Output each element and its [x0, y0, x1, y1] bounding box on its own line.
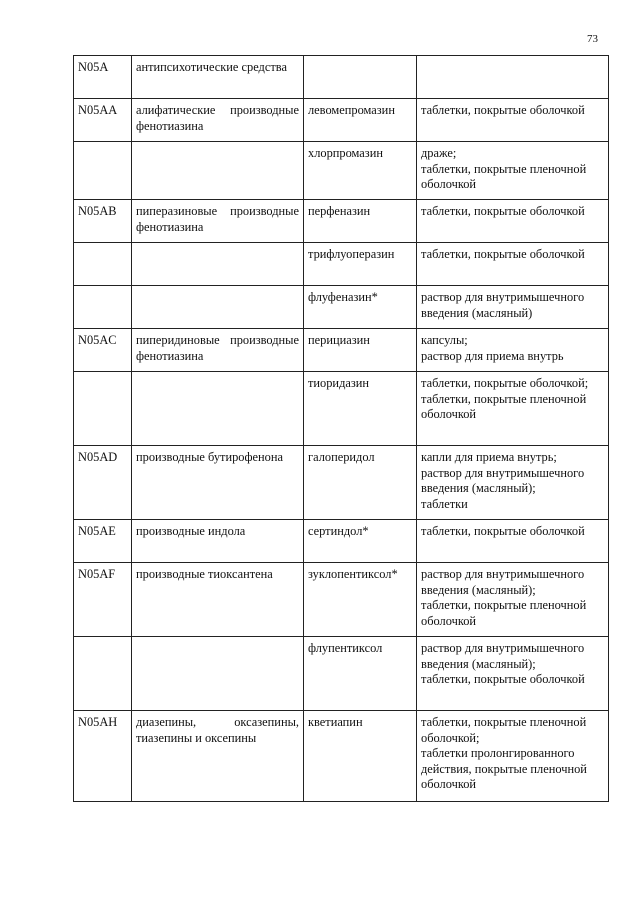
table-row: [74, 142, 609, 200]
dosage-form-cell: [417, 563, 609, 637]
drug-name-cell: тиоридазин: [304, 372, 417, 446]
anatomical-group-cell: производные индола: [132, 520, 304, 563]
dosage-form-line: таблетки, покрытые пленочной оболочкой: [421, 161, 587, 191]
table-row: [74, 243, 609, 286]
drug-name-cell: хлорпромазин: [304, 142, 417, 200]
dosage-form-cell: [417, 711, 609, 802]
dosage-form-line: раствор для приема внутрь: [421, 348, 564, 363]
table-row: [74, 329, 609, 372]
table-body: [74, 56, 609, 802]
dosage-form-line: раствор для внутримышечного введения (масляный);: [421, 465, 585, 495]
anatomical-group-cell: антипсихотические средства: [132, 56, 304, 99]
dosage-form-cell: [417, 99, 609, 142]
atc-code-cell: N05A: [74, 56, 132, 99]
dosage-form-line: таблетки: [421, 496, 468, 511]
atc-code-cell: [74, 637, 132, 711]
dosage-form-line: таблетки, покрытые оболочкой: [421, 524, 585, 538]
atc-code-cell: [74, 142, 132, 200]
atc-code-cell: N05AD: [74, 446, 132, 520]
table-row: [74, 56, 609, 99]
table-row: [74, 711, 609, 802]
drug-table: [73, 55, 609, 802]
anatomical-group-cell: [132, 372, 304, 446]
dosage-form-line: таблетки, покрытые оболочкой: [421, 247, 585, 261]
anatomical-group-cell: производные тиоксантена: [132, 563, 304, 637]
anatomical-group-cell: [132, 286, 304, 329]
dosage-form-cell: [417, 243, 609, 286]
drug-name-cell: зуклопентиксол*: [304, 563, 417, 637]
dosage-form-cell: [417, 637, 609, 711]
anatomical-group-cell: [132, 637, 304, 711]
drug-name-cell: флупентиксол: [304, 637, 417, 711]
dosage-form-line: таблетки пролонгированного действия, покрытые пленочной оболочкой: [421, 746, 587, 791]
anatomical-group-cell: [132, 142, 304, 200]
dosage-form-line: таблетки, покрытые пленочной оболочкой;: [421, 715, 587, 745]
table-row: [74, 637, 609, 711]
drug-name-cell: перициазин: [304, 329, 417, 372]
dosage-form-line: капсулы;: [421, 333, 468, 347]
dosage-form-line: раствор для внутримышечного введения (масляный);: [421, 641, 585, 671]
anatomical-group-cell: диазепины, оксазепины, тиазепины и оксепины: [132, 711, 304, 802]
dosage-form-line: таблетки, покрытые пленочной оболочкой: [421, 598, 587, 628]
atc-code-cell: N05AA: [74, 99, 132, 142]
dosage-form-cell: [417, 200, 609, 243]
dosage-form-cell: [417, 446, 609, 520]
atc-code-cell: N05AE: [74, 520, 132, 563]
dosage-form-cell: [417, 56, 609, 99]
table-row: [74, 286, 609, 329]
atc-code-cell: [74, 286, 132, 329]
dosage-form-line: таблетки, покрытые оболочкой;: [421, 376, 589, 390]
dosage-form-cell: [417, 286, 609, 329]
dosage-form-line: раствор для внутримышечного введения (масляный);: [421, 567, 585, 597]
dosage-form-line: таблетки, покрытые оболочкой: [421, 204, 585, 218]
dosage-form-cell: [417, 329, 609, 372]
table-row: [74, 99, 609, 142]
drug-name-cell: левомепромазин: [304, 99, 417, 142]
anatomical-group-cell: [132, 243, 304, 286]
anatomical-group-cell: производные бутирофенона: [132, 446, 304, 520]
dosage-form-line: капли для приема внутрь;: [421, 450, 557, 464]
atc-code-cell: [74, 243, 132, 286]
drug-name-cell: перфеназин: [304, 200, 417, 243]
atc-code-cell: N05AC: [74, 329, 132, 372]
dosage-form-line: таблетки, покрытые пленочной оболочкой: [421, 391, 587, 421]
table-row: [74, 446, 609, 520]
table-row: [74, 520, 609, 563]
table-row: [74, 563, 609, 637]
drug-name-cell: трифлуоперазин: [304, 243, 417, 286]
dosage-form-cell: [417, 372, 609, 446]
atc-code-cell: N05AH: [74, 711, 132, 802]
dosage-form-cell: [417, 142, 609, 200]
dosage-form-line: драже;: [421, 146, 457, 160]
drug-name-cell: [304, 56, 417, 99]
drug-name-cell: галоперидол: [304, 446, 417, 520]
anatomical-group-cell: алифатические производные фенотиазина: [132, 99, 304, 142]
atc-code-cell: [74, 372, 132, 446]
anatomical-group-cell: пиперазиновые производные фенотиазина: [132, 200, 304, 243]
dosage-form-line: таблетки, покрытые оболочкой: [421, 103, 585, 117]
drug-name-cell: флуфеназин*: [304, 286, 417, 329]
atc-code-cell: N05AB: [74, 200, 132, 243]
drug-name-cell: сертиндол*: [304, 520, 417, 563]
table-row: [74, 372, 609, 446]
atc-code-cell: N05AF: [74, 563, 132, 637]
anatomical-group-cell: пиперидиновые производные фенотиазина: [132, 329, 304, 372]
dosage-form-cell: [417, 520, 609, 563]
drug-name-cell: кветиапин: [304, 711, 417, 802]
page-number: 73: [587, 33, 598, 45]
dosage-form-line: таблетки, покрытые оболочкой: [421, 672, 585, 686]
dosage-form-line: раствор для внутримышечного введения (масляный): [421, 290, 585, 320]
table-row: [74, 200, 609, 243]
